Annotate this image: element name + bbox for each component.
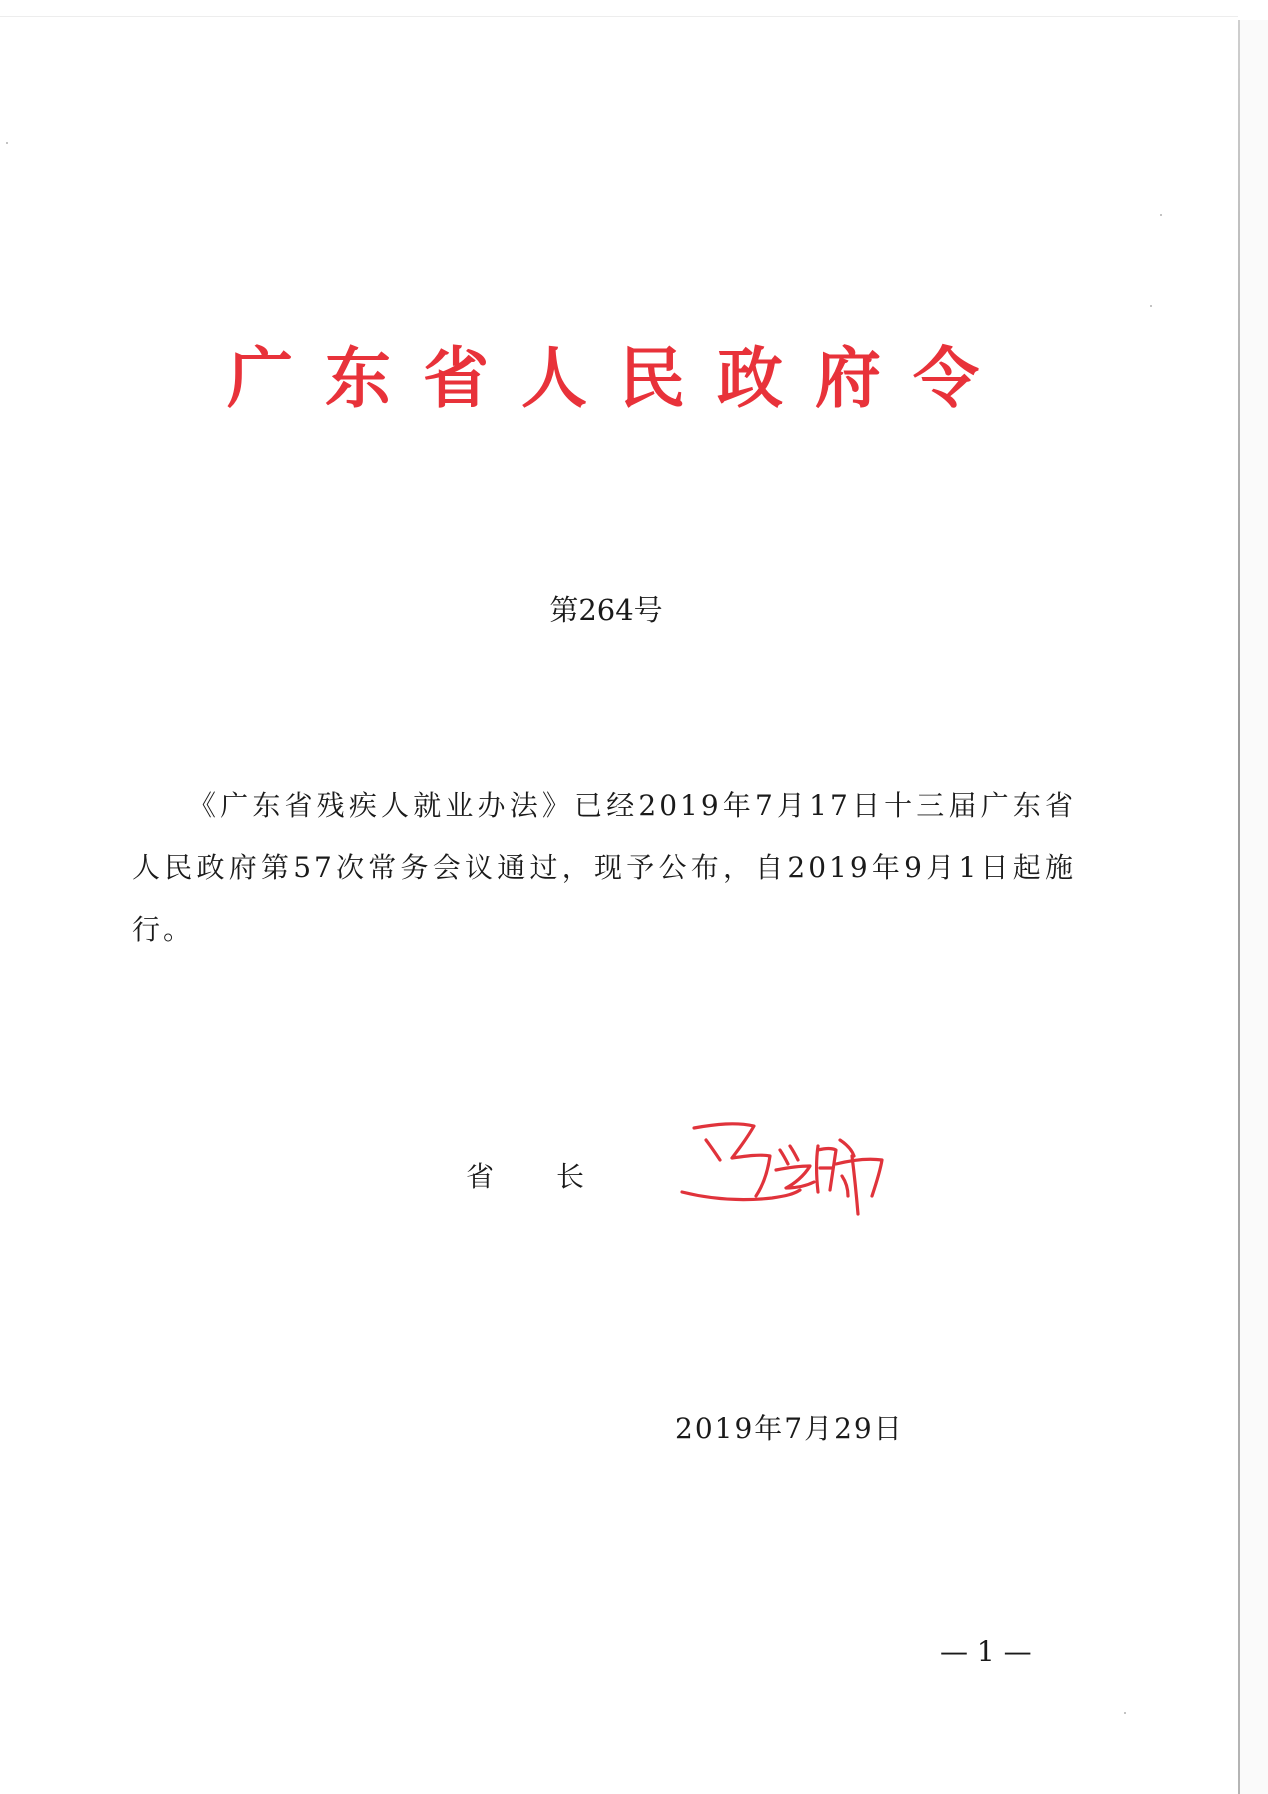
signature-stroke: [694, 1124, 770, 1196]
scan-right-edge: [1238, 20, 1240, 1794]
signature-stroke: [817, 1146, 819, 1192]
scan-speck: [1124, 1712, 1126, 1714]
document-title: 广东省人民政府令: [227, 339, 1011, 417]
signature-stroke: [840, 1140, 854, 1156]
announcement-body: 《广东省残疾人就业办法》已经2019年7月17日十三届广东省人民政府第57次常务会议通过，现予公布，自2019年9月1日起施行。: [132, 789, 1076, 946]
signature-stroke: [842, 1176, 848, 1196]
scan-speck: [1160, 214, 1162, 216]
signature-stroke: [776, 1166, 814, 1188]
scan-speck: [6, 142, 8, 144]
signature-stroke: [682, 1190, 800, 1200]
signature-stroke: [780, 1150, 788, 1164]
scan-speck: [1150, 305, 1152, 307]
signer-title: 省长: [466, 1160, 647, 1193]
signature-stroke: [706, 1140, 720, 1160]
page-number: — 1 —: [940, 1635, 1032, 1668]
signature-stroke: [790, 1146, 798, 1160]
order-number: 第264号: [549, 593, 663, 627]
scan-top-edge: [0, 16, 1238, 17]
handwritten-signature: [676, 1110, 896, 1230]
signature-stroke: [852, 1156, 858, 1214]
scan-margin: [1240, 20, 1268, 1794]
issue-date: 2019年7月29日: [675, 1412, 904, 1445]
